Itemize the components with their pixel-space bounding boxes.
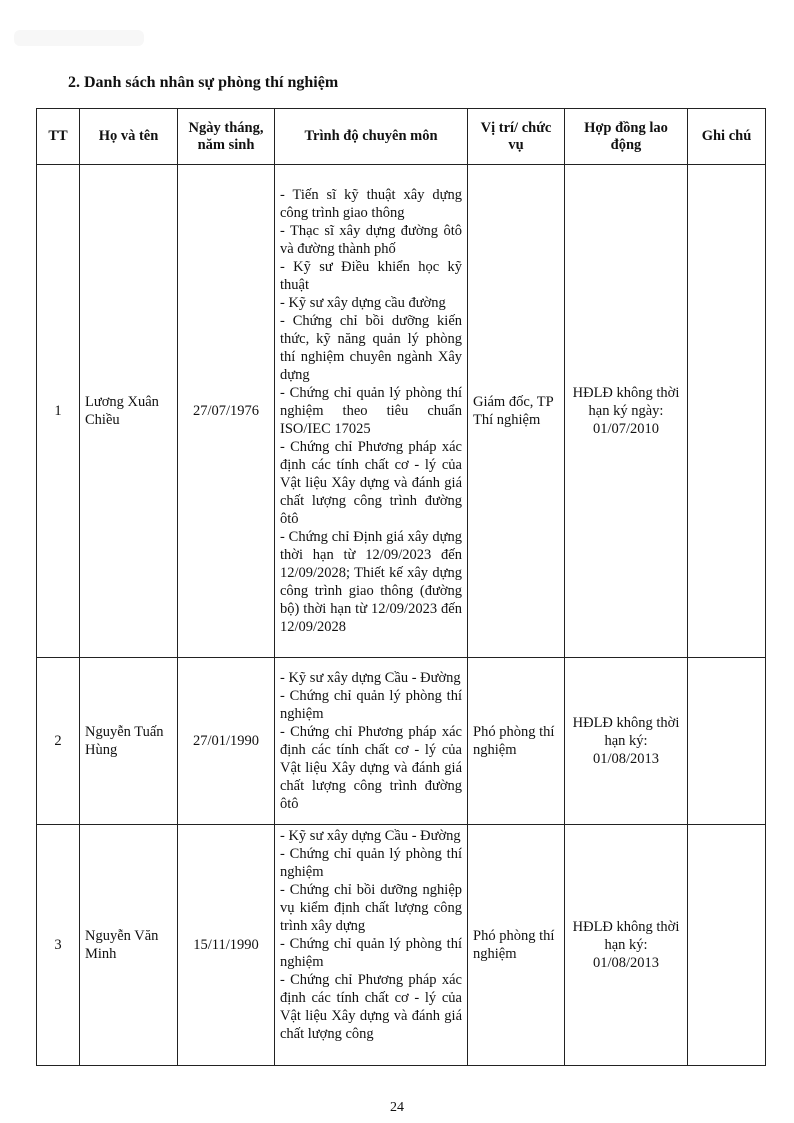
table-header-row xyxy=(37,109,766,165)
qualification-item: - Chứng chỉ quản lý phòng thí nghiệm xyxy=(280,846,462,880)
page-number: 24 xyxy=(390,1100,404,1115)
qualification-item: - Chứng chỉ quản lý phòng thí nghiệm xyxy=(280,688,462,722)
header-note: Ghi chú xyxy=(688,109,766,165)
qualification-item: - Kỹ sư Điều khiển học kỹ thuật xyxy=(280,259,462,293)
row-note xyxy=(688,658,766,825)
header-name: Họ và tên xyxy=(80,109,178,165)
row-tt: 3 xyxy=(37,825,80,1066)
qualification-item: - Chứng chỉ quản lý phòng thí nghiệm xyxy=(280,936,462,970)
qualification-item: - Kỹ sư xây dựng Cầu - Đường xyxy=(280,828,461,844)
row-contract: HĐLĐ không thời hạn ký: 01/08/2013 xyxy=(565,825,688,1066)
qualification-item: - Chứng chỉ bồi dưỡng kiến thức, kỹ năng quản lý phòng thí nghiệm chuyên ngành Xây dựng xyxy=(280,313,462,383)
header-dob: Ngày tháng, năm sinh xyxy=(178,109,275,165)
qualification-item: - Chứng chỉ bồi dưỡng nghiệp vụ kiểm định chất lượng công trình xây dựng xyxy=(280,882,462,934)
row-dob: 15/11/1990 xyxy=(178,825,275,1066)
qualification-item: - Tiến sĩ kỹ thuật xây dựng công trình giao thông xyxy=(280,187,462,221)
row-position: Phó phòng thí nghiệm xyxy=(468,658,565,825)
scan-artifact xyxy=(14,30,144,46)
header-position: Vị trí/ chức vụ xyxy=(468,109,565,165)
header-tt: TT xyxy=(37,109,80,165)
row-qualifications xyxy=(275,825,468,1066)
row-contract: HĐLĐ không thời hạn ký: 01/08/2013 xyxy=(565,658,688,825)
row-name: Nguyễn Tuấn Hùng xyxy=(80,658,178,825)
header-qualification: Trình độ chuyên môn xyxy=(275,109,468,165)
row-qualifications xyxy=(275,165,468,658)
row-tt: 2 xyxy=(37,658,80,825)
row-qualifications xyxy=(275,658,468,825)
row-dob: 27/01/1990 xyxy=(178,658,275,825)
qualification-item: - Chứng chỉ Định giá xây dựng thời hạn từ 12/09/2023 đến 12/09/2028; Thiết kế xây dựng công trình giao thông (đường bộ) thời hạn từ 12/09/2023 đến 12/09/2028 xyxy=(280,529,462,635)
table-row xyxy=(37,658,766,825)
qualification-item: - Chứng chỉ Phương pháp xác định các tính chất cơ - lý của Vật liệu Xây dựng và đánh giá chất lượng công xyxy=(280,972,462,1042)
row-position: Phó phòng thí nghiệm xyxy=(468,825,565,1066)
table-row xyxy=(37,825,766,1066)
qualification-list xyxy=(280,827,462,1063)
section-title: 2. Danh sách nhân sự phòng thí nghiệm xyxy=(68,74,339,91)
qualification-item: - Chứng chỉ Phương pháp xác định các tính chất cơ - lý của Vật liệu Xây dựng và đánh giá chất lượng công trình đường ôtô xyxy=(280,439,462,527)
staff-table xyxy=(36,108,766,1066)
row-position: Giám đốc, TP Thí nghiệm xyxy=(468,165,565,658)
row-note xyxy=(688,165,766,658)
row-name: Nguyễn Văn Minh xyxy=(80,825,178,1066)
qualification-item: - Thạc sĩ xây dựng đường ôtô và đường thành phố xyxy=(280,223,462,257)
row-note xyxy=(688,825,766,1066)
qualification-item: - Chứng chỉ Phương pháp xác định các tính chất cơ - lý của Vật liệu Xây dựng và đánh giá chất lượng công trình đường ôtô xyxy=(280,724,462,812)
row-name: Lương Xuân Chiều xyxy=(80,165,178,658)
table-row xyxy=(37,165,766,658)
row-dob: 27/07/1976 xyxy=(178,165,275,658)
qualification-item: - Kỹ sư xây dựng Cầu - Đường xyxy=(280,670,461,686)
qualification-item: - Chứng chỉ quản lý phòng thí nghiệm theo tiêu chuẩn ISO/IEC 17025 xyxy=(280,385,462,437)
row-tt: 1 xyxy=(37,165,80,658)
row-contract: HĐLĐ không thời hạn ký ngày: 01/07/2010 xyxy=(565,165,688,658)
header-contract: Hợp đồng lao động xyxy=(565,109,688,165)
qualification-item: - Kỹ sư xây dựng cầu đường xyxy=(280,295,446,311)
